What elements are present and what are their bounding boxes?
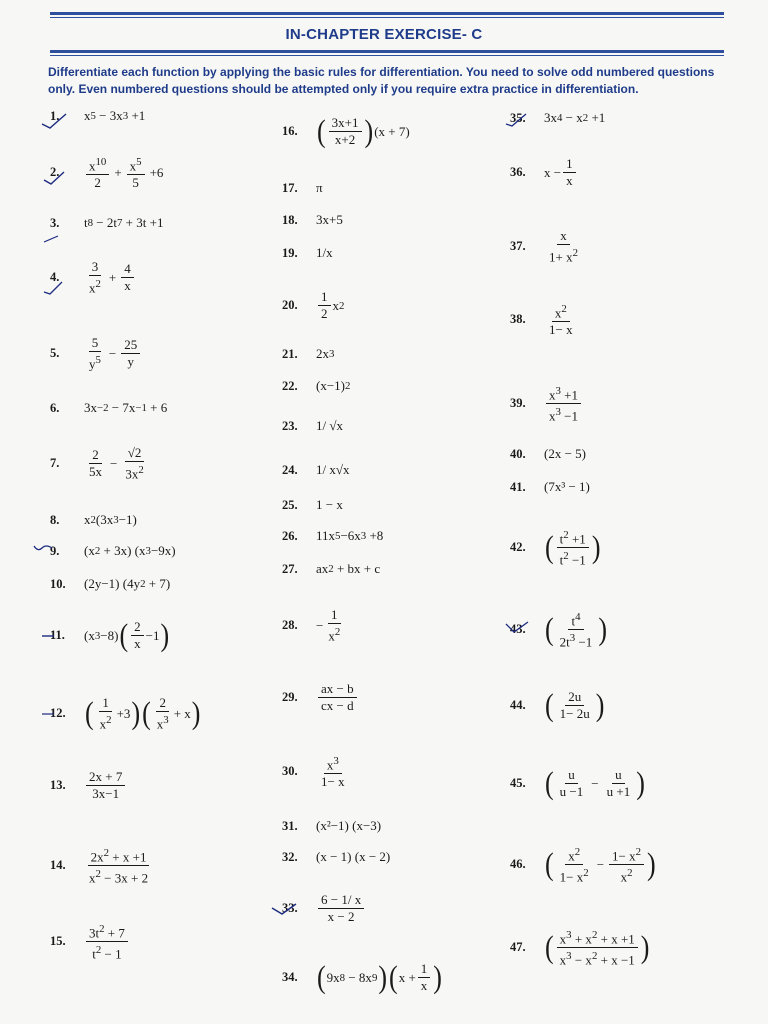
exercise-11: 11. (x 3 −8) ( $\frac{2}{x}$ −1 ) — [50, 617, 170, 653]
handwritten-tick-mark — [42, 232, 62, 244]
exercise-16: 16. ( $\frac{3x+1}{x+2}$ ) (x + 7) — [282, 113, 410, 149]
exercise-7: 7. $\frac{2}{5x}$ − $\frac{√2}{3x^2}$ — [50, 445, 144, 482]
exercise-14: 14. $\frac{2x^2 + x +1}{x^2 - 3x + 2}$ — [50, 847, 149, 886]
exercise-12: 12. ( $\frac{1}{x^2}$ +3 ) ( $\frac{2}{x^3}$ + x ) — [50, 695, 201, 732]
exercise-44: 44. ( $\frac{2u}{1- 2u}$ ) — [510, 687, 605, 723]
exercise-13: 13. $\frac{2x + 7}{3x-1}$ — [50, 770, 127, 801]
exercise-21: 21. 2x 3 — [282, 346, 335, 361]
exercise-3: 3. t 8 − 2t 7 + 3t +1 — [50, 215, 164, 230]
header-rule-bottom — [50, 50, 724, 53]
exercise-47: 47. ( $\frac{x^3 + x^2 + x +1}{x^3 - x^2 + x -1}$ ) — [510, 929, 650, 968]
exercise-2: 2. $\frac{x^{10}}{2}$ + $\frac{x^5}{5}$ +6 — [50, 156, 164, 191]
exercise-8: 8. x 2 (3x 3 −1) — [50, 512, 137, 527]
exercise-6: 6. 3x −2 − 7x −1 + 6 — [50, 400, 168, 415]
exercise-46: 46. ( $\frac{x^2}{1- x^2}$ − $\frac{1- x^2}{x^2}$ ) — [510, 846, 656, 885]
handwritten-tick-mark — [42, 280, 64, 296]
exercise-24: 24. 1/ x√x — [282, 462, 350, 477]
exercise-45: 45. ( $\frac{u}{u -1}$ − $\frac{u}{u +1}$ ) — [510, 765, 645, 801]
exercise-41: 41. (7x³ − 1) — [510, 479, 590, 494]
handwritten-tick-mark — [40, 710, 56, 718]
handwritten-tick-mark — [504, 112, 528, 128]
handwritten-tick-mark — [40, 112, 68, 130]
exercise-10: 10. (2y−1) (4y 2 + 7) — [50, 576, 171, 591]
exercise-1: 1. x 5 − 3x 3 +1 — [50, 108, 146, 123]
exercise-34: 34. ( 9x 8 − 8x 9 ) ( x + $\frac{1}{x}$ ) — [282, 959, 442, 995]
handwritten-tick-mark — [42, 170, 66, 186]
exercise-20: 20. $\frac{1}{2}$ x 2 — [282, 289, 345, 321]
exercise-36: 36. x − $\frac{1}{x}$ — [510, 157, 578, 188]
header-rule-under-bottom — [50, 55, 724, 56]
exercise-37: 37. $\frac{x}{1+ x^2}$ — [510, 228, 579, 265]
exercise-43: 43. ( $\frac{t^4}{2t^3 -1}$ ) — [510, 611, 607, 650]
exercise-30: 30. $\frac{x^3}{1- x}$ — [282, 755, 345, 790]
handwritten-tick-mark — [504, 620, 530, 636]
exercise-33: 33. $\frac{6 - 1/ x}{x - 2}$ — [282, 893, 366, 924]
exercise-15: 15. $\frac{3t^2 + 7}{t^2 - 1}$ — [50, 922, 130, 962]
exercise-38: 38. $\frac{x^2}{1- x}$ — [510, 303, 573, 338]
exercise-17: 17. π — [282, 180, 323, 195]
page-title: IN-CHAPTER EXERCISE- C — [285, 26, 483, 43]
exercise-28: 28. − $\frac{1}{x^2}$ — [282, 607, 341, 644]
exercise-32: 32. (x − 1) (x − 2) — [282, 849, 391, 864]
exercise-5: 5. $\frac{5}{y^5}$ − $\frac{25}{y}$ — [50, 336, 142, 371]
header-rule-under-top — [50, 17, 724, 18]
instructions: Differentiate each function by applying the basic rules for differentiation. You need to solve odd numbered questions only. Even numbered questions should be attempted only if you require extra practice in differentiation. — [48, 65, 715, 96]
exercise-25: 25. 1 − x — [282, 497, 343, 512]
exercise-22: 22. (x−1) 2 — [282, 378, 351, 393]
exercise-9: 9. (x 2 + 3x) (x 3 −9x) — [50, 543, 176, 558]
exercise-42: 42. ( $\frac{t^2 +1}{t^2 -1}$ ) — [510, 529, 601, 568]
exercise-31: 31. (x²−1) (x−3) — [282, 818, 382, 833]
exercise-4: 4. $\frac{3}{x^2}$ + $\frac{4}{x}$ — [50, 260, 136, 295]
exercise-18: 18. 3x+5 — [282, 212, 343, 227]
exercise-27: 27. ax 2 + bx + c — [282, 561, 381, 576]
handwritten-tick-mark — [32, 542, 54, 554]
handwritten-tick-mark — [270, 902, 298, 918]
exercise-39: 39. $\frac{x^3 +1}{x^3 -1}$ — [510, 384, 583, 424]
exercise-35: 35. 3x 4 − x 2 +1 — [510, 110, 606, 125]
exercise-19: 19. 1/x — [282, 245, 333, 260]
exercise-26: 26. 11x 5 −6x 3 +8 — [282, 528, 384, 543]
header-rule-top — [50, 12, 724, 15]
handwritten-tick-mark — [40, 632, 56, 640]
exercise-29: 29. $\frac{ax - b}{cx - d}$ — [282, 682, 359, 713]
exercise-23: 23. 1/ √x — [282, 418, 343, 433]
exercise-40: 40. (2x − 5) — [510, 446, 586, 461]
